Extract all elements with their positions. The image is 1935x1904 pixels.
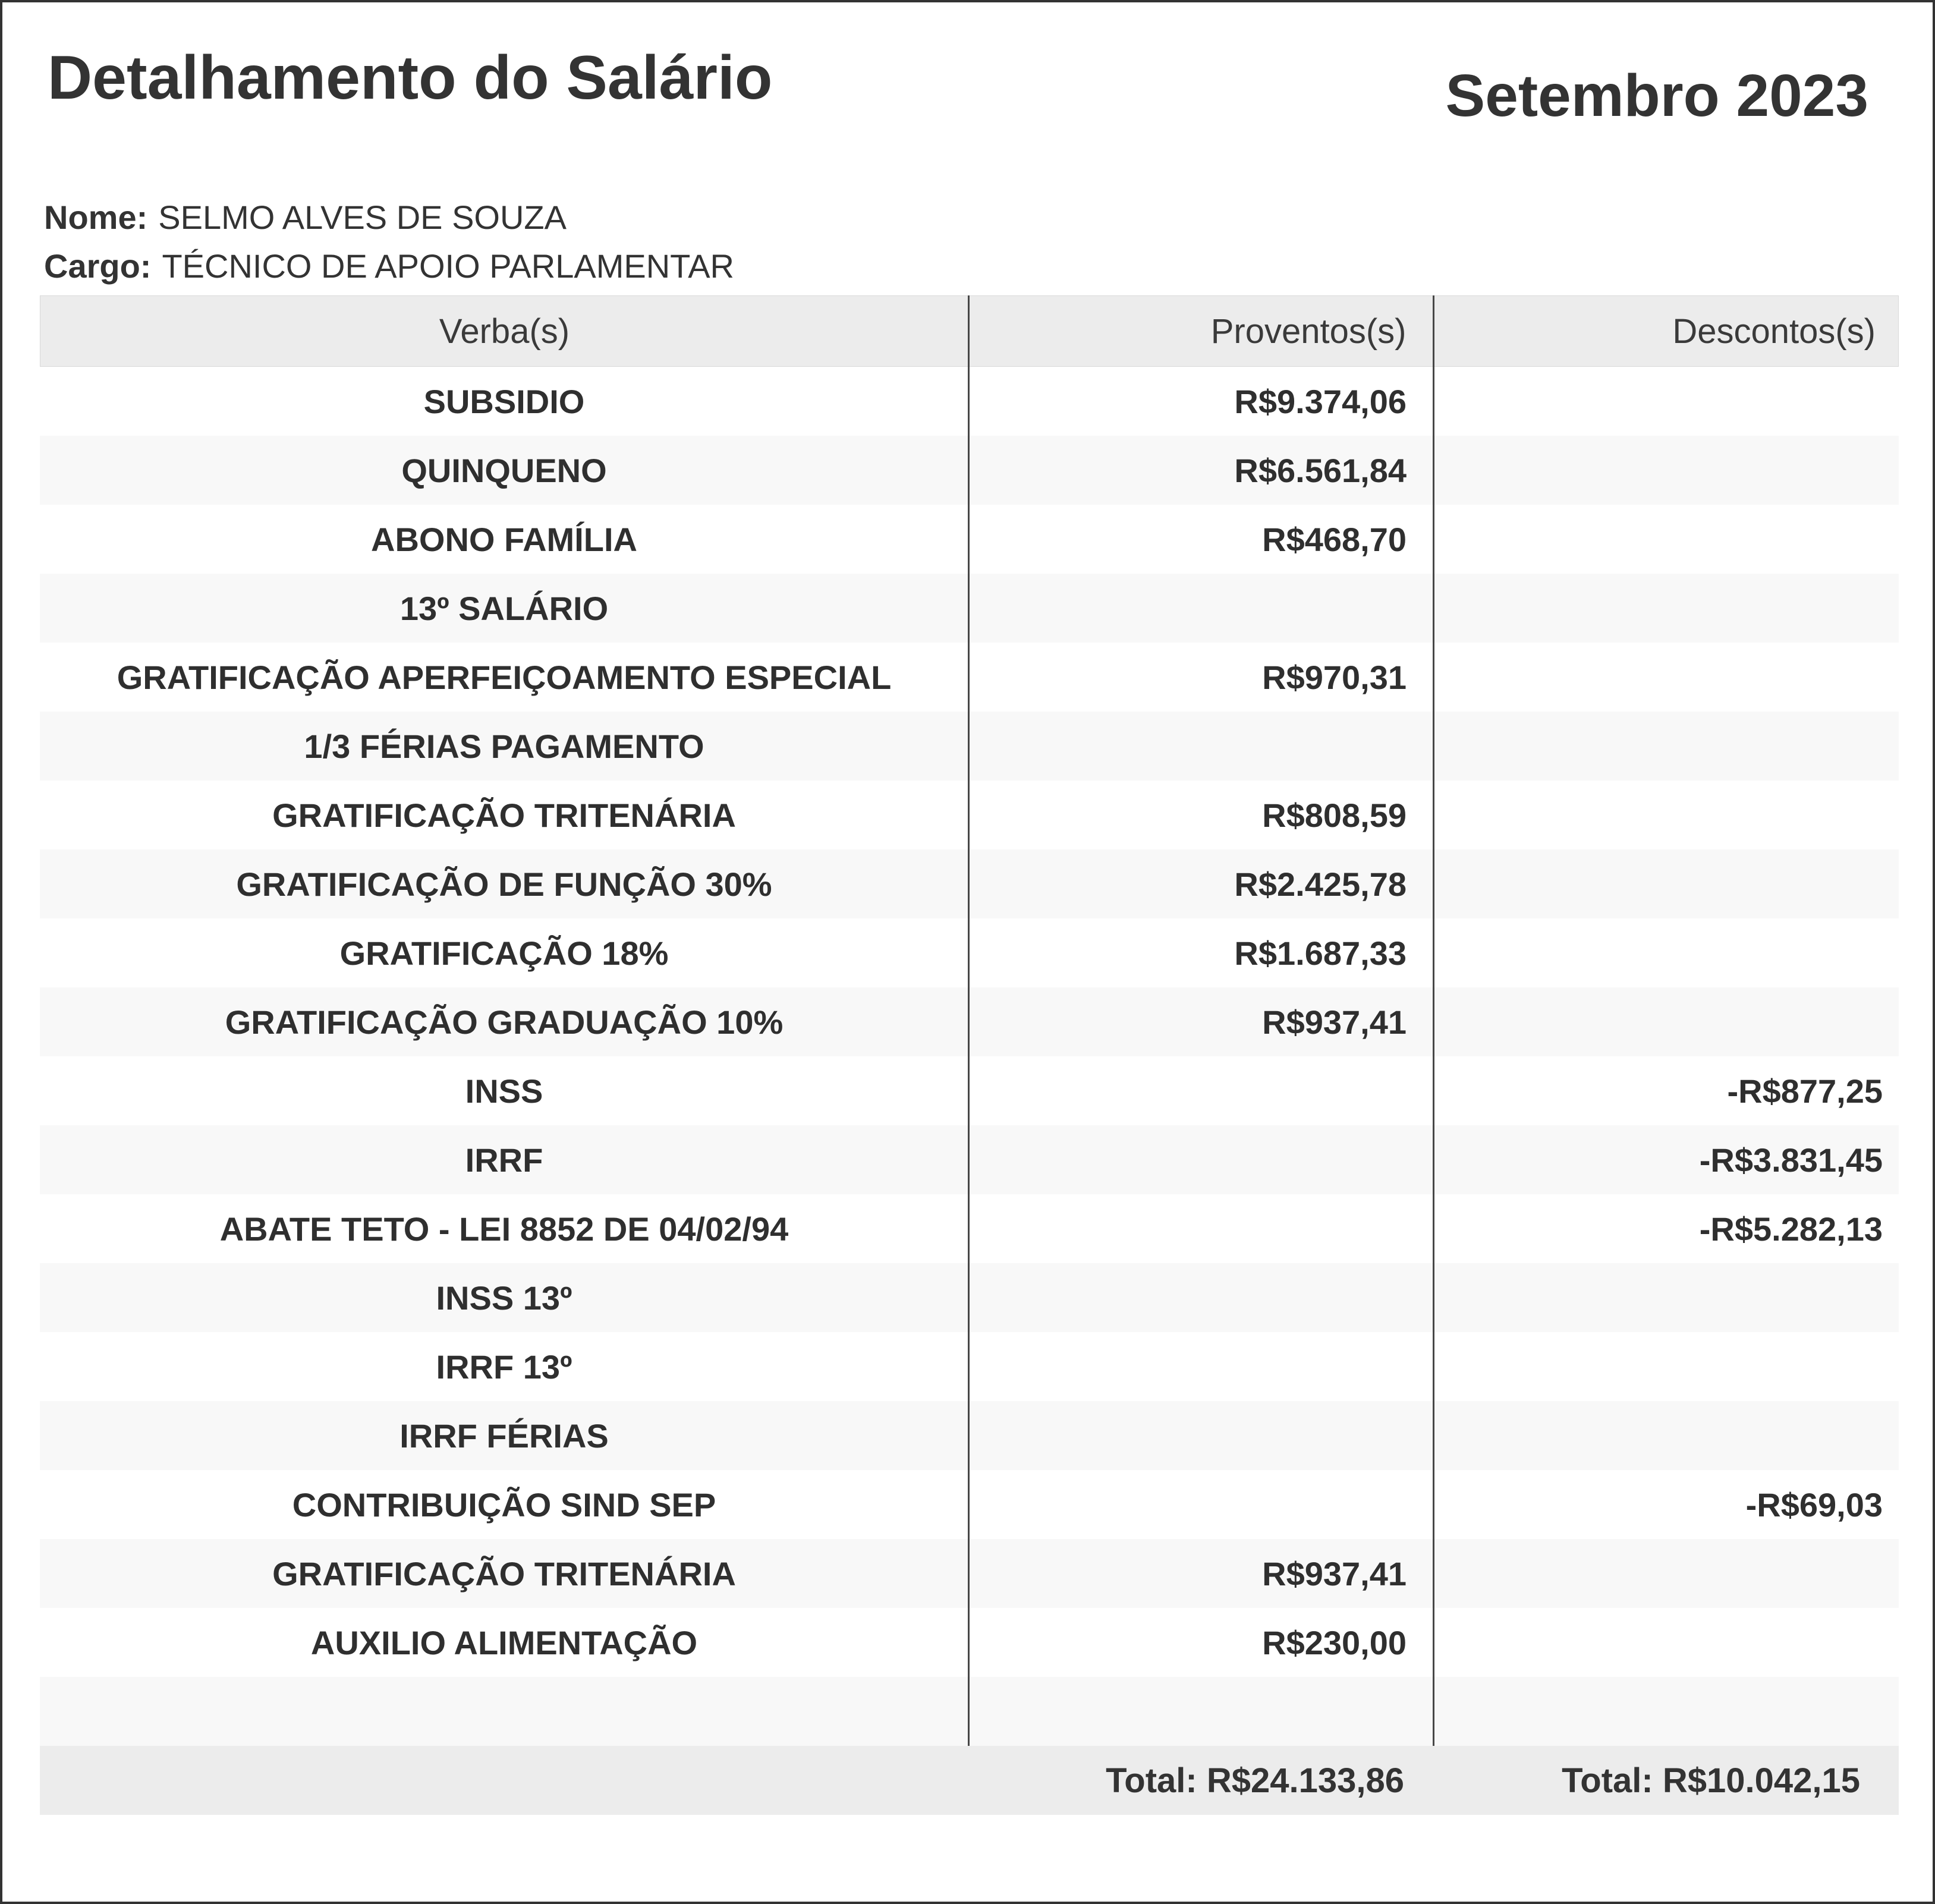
proventos-cell: R$808,59 [1262,796,1407,834]
verba-cell: GRATIFICAÇÃO GRADUAÇÃO 10% [225,1003,784,1041]
verba-cell: IRRF [465,1141,543,1179]
salary-table [40,295,1899,1815]
employee-role-label: Cargo: [44,247,152,285]
total-proventos: Total: R$24.133,86 [1106,1761,1404,1800]
descontos-cell: -R$877,25 [1727,1072,1883,1110]
employee-name-line [44,197,567,237]
verba-cell: IRRF 13º [436,1348,572,1386]
proventos-cell: R$970,31 [1262,658,1407,696]
page-title: Detalhamento do Salário [48,43,773,112]
total-descontos: Total: R$10.042,15 [1562,1761,1860,1800]
column-divider-descontos [1433,295,1434,1746]
verba-cell: 1/3 FÉRIAS PAGAMENTO [304,727,704,765]
verba-cell: CONTRIBUIÇÃO SIND SEP [292,1486,716,1524]
verba-cell: IRRF FÉRIAS [399,1417,609,1455]
descontos-cell: -R$3.831,45 [1699,1141,1883,1179]
verba-cell: INSS 13º [436,1279,572,1317]
period-label: Setembro 2023 [1445,62,1868,129]
proventos-cell: R$937,41 [1262,1003,1407,1041]
column-divider-proventos [968,295,970,1746]
proventos-cell: R$9.374,06 [1234,382,1407,420]
verba-cell: GRATIFICAÇÃO TRITENÁRIA [272,1554,736,1593]
verba-cell: AUXILIO ALIMENTAÇÃO [310,1623,698,1661]
employee-role-value: TÉCNICO DE APOIO PARLAMENTAR [162,247,734,285]
verba-cell: GRATIFICAÇÃO APERFEIÇOAMENTO ESPECIAL [117,658,892,696]
verba-cell: GRATIFICAÇÃO DE FUNÇÃO 30% [236,865,772,903]
verba-cell: ABONO FAMÍLIA [371,520,637,558]
header-verba: Verba(s) [439,311,570,351]
proventos-cell: R$468,70 [1262,520,1407,558]
proventos-cell: R$230,00 [1262,1623,1407,1661]
verba-cell: INSS [465,1072,543,1110]
proventos-cell: R$6.561,84 [1234,451,1407,489]
employee-role-line [44,246,734,286]
proventos-cell: R$937,41 [1262,1554,1407,1593]
employee-name-label: Nome: [44,199,148,236]
proventos-cell: R$1.687,33 [1234,934,1407,972]
employee-name-value: SELMO ALVES DE SOUZA [158,199,567,236]
header-proventos: Proventos(s) [1210,311,1407,351]
verba-cell: GRATIFICAÇÃO TRITENÁRIA [272,796,736,834]
verba-cell: ABATE TETO - LEI 8852 DE 04/02/94 [219,1210,789,1248]
totals-row [40,1746,1899,1815]
descontos-cell: -R$5.282,13 [1699,1210,1883,1248]
verba-cell: 13º SALÁRIO [399,589,609,627]
proventos-cell: R$2.425,78 [1234,865,1407,903]
verba-cell: QUINQUENO [401,451,607,489]
header-descontos: Descontos(s) [1672,311,1876,351]
verba-cell: GRATIFICAÇÃO 18% [339,934,669,972]
descontos-cell: -R$69,03 [1745,1486,1883,1524]
verba-cell: SUBSIDIO [423,382,585,420]
